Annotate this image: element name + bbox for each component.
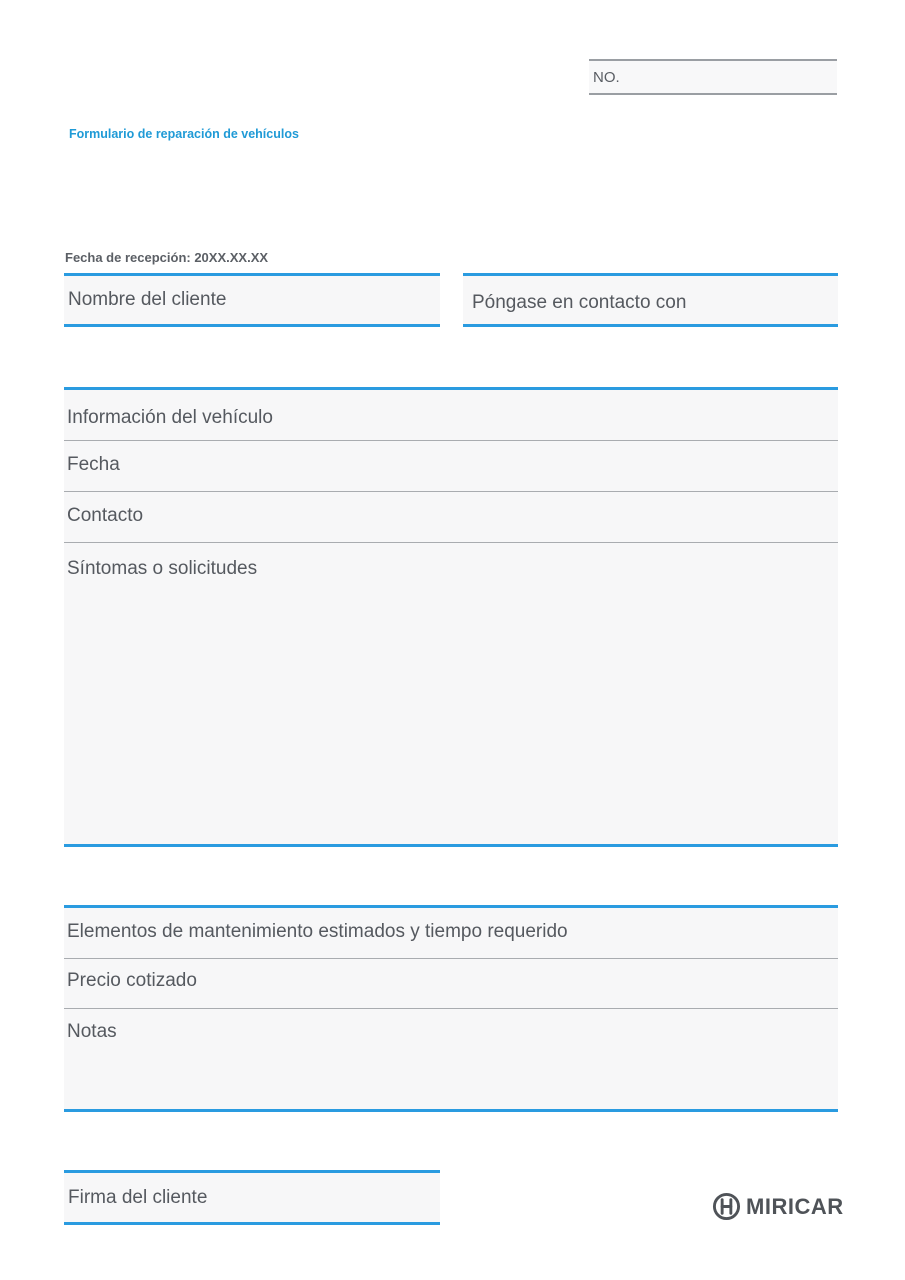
contact-row[interactable] bbox=[64, 492, 838, 543]
notes-row[interactable] bbox=[64, 1009, 838, 1109]
brand-logo bbox=[712, 1192, 844, 1221]
number-field[interactable] bbox=[589, 59, 837, 95]
date-label: Fecha bbox=[67, 454, 120, 475]
symptoms-label: Síntomas o solicitudes bbox=[67, 558, 258, 579]
vehicle-info-row[interactable] bbox=[64, 390, 838, 441]
form-title: Formulario de reparación de vehículos bbox=[69, 127, 299, 141]
maintenance-items-row[interactable] bbox=[64, 908, 838, 959]
symptoms-row[interactable] bbox=[64, 543, 838, 844]
miricar-logo-icon bbox=[712, 1192, 741, 1221]
maintenance-section bbox=[64, 905, 838, 1112]
vehicle-info-label: Información del vehículo bbox=[67, 407, 273, 428]
customer-name-field[interactable] bbox=[64, 273, 440, 327]
received-date: Fecha de recepción: 20XX.XX.XX bbox=[65, 250, 269, 265]
notes-label: Notas bbox=[67, 1021, 117, 1042]
contact-label: Contacto bbox=[67, 505, 144, 526]
brand-name: MIRICAR bbox=[746, 1193, 844, 1219]
quoted-price-label: Precio cotizado bbox=[67, 970, 197, 991]
customer-name-label: Nombre del cliente bbox=[68, 289, 227, 310]
contact-with-label: Póngase en contacto con bbox=[472, 292, 687, 313]
number-label: NO. bbox=[593, 69, 620, 86]
maintenance-items-label: Elementos de mantenimiento estimados y tiempo requerido bbox=[67, 921, 568, 942]
vehicle-info-section bbox=[64, 387, 838, 847]
signature-label: Firma del cliente bbox=[68, 1187, 208, 1208]
date-row[interactable] bbox=[64, 441, 838, 492]
contact-with-field[interactable] bbox=[463, 273, 838, 327]
quoted-price-row[interactable] bbox=[64, 959, 838, 1009]
signature-field[interactable] bbox=[64, 1170, 440, 1225]
